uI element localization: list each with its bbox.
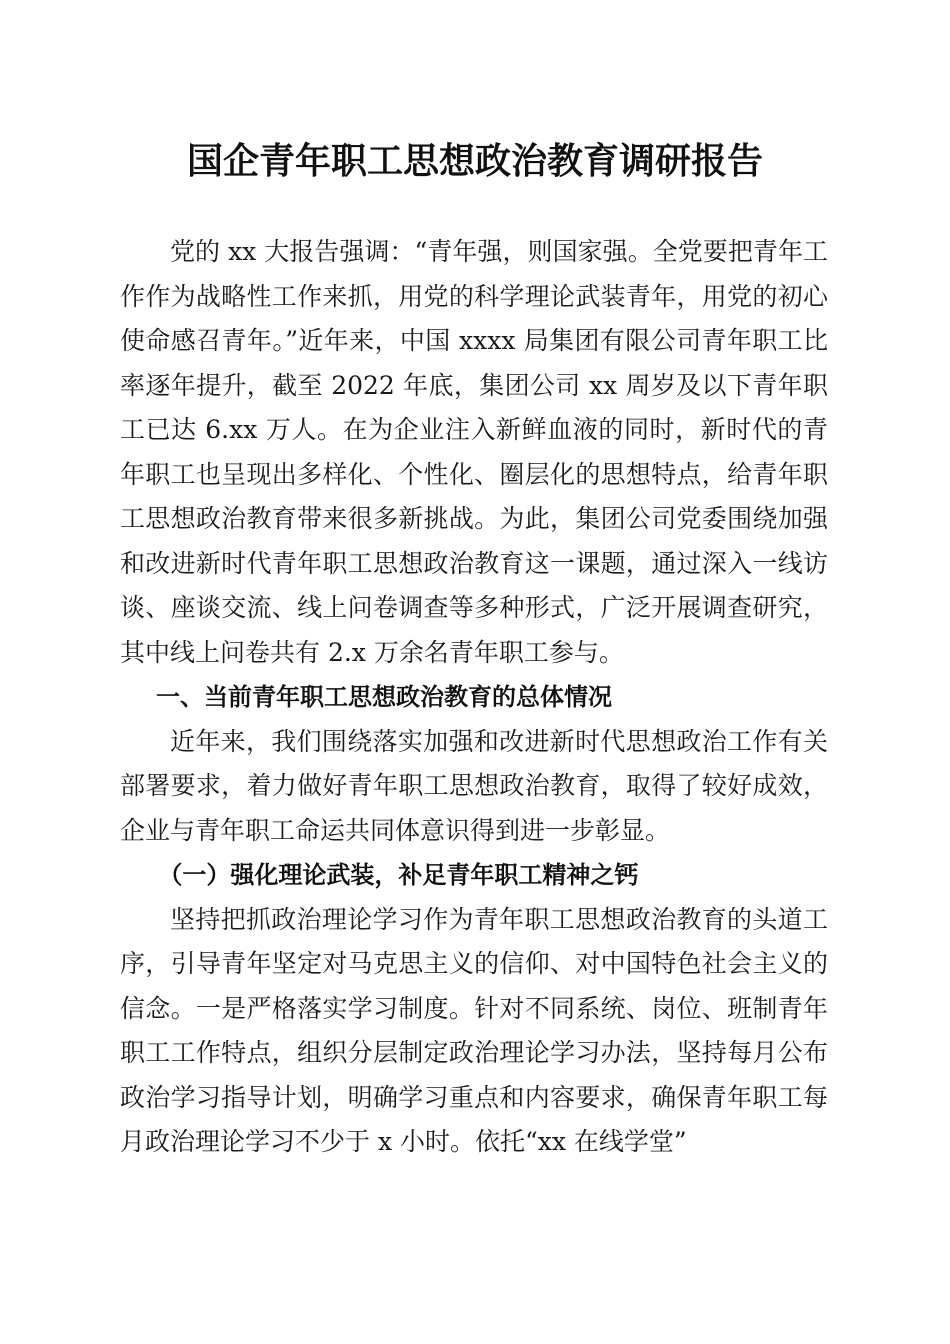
document-body (120, 230, 828, 1165)
document-title: 国企青年职工思想政治教育调研报告 (186, 140, 763, 182)
section-heading-1: 一、当前青年职工思想政治教育的总体情况 (156, 683, 612, 711)
subsection-heading-1: （一）强化理论武装，补足青年职工精神之钙 (158, 860, 639, 889)
section-1-paragraph: 近年来，我们围绕落实加强和改进新时代思想政治工作有关部署要求，着力做好青年职工思想政治教育，取得了较好成效，企业与青年职工命运共同体意识得到进一步彰显。 (120, 726, 828, 845)
intro-paragraph: 党的 xx 大报告强调：“青年强，则国家强。全党要把青年工作作为战略性工作来抓，用党的科学理论武装青年，用党的初心使命感召青年。”近年来，中国 xxxx 局集团有限公司青年职工比率逐年提升，截至 2022 年底，集团公司 xx 周岁及以下青年职工已达 6.xx 万人。在为企业注入新鲜血液的同时，新时代的青年职工也呈现出多样化、个性化、圈层化的思想特点，给青年职工思想政治教育带来很多新挑战。为此，集团公司党委围绕加强和改进新时代青年职工思想政治教育这一课题，通过深入一线访谈、座谈交流、线上问卷调查等多种形式，广泛开展调查研究，其中线上问卷共有 2.x 万余名青年职工参与。 (120, 237, 828, 667)
subsection-1-paragraph: 坚持把抓政治理论学习作为青年职工思想政治教育的头道工序，引导青年坚定对马克思主义的信仰、对中国特色社会主义的信念。一是严格落实学习制度。针对不同系统、岗位、班制青年职工工作特点，组织分层制定政治理论学习办法，坚持每月公布政治学习指导计划，明确学习重点和内容要求，确保青年职工每月政治理论学习不少于 x 小时。依托“xx 在线学堂” (120, 904, 828, 1156)
